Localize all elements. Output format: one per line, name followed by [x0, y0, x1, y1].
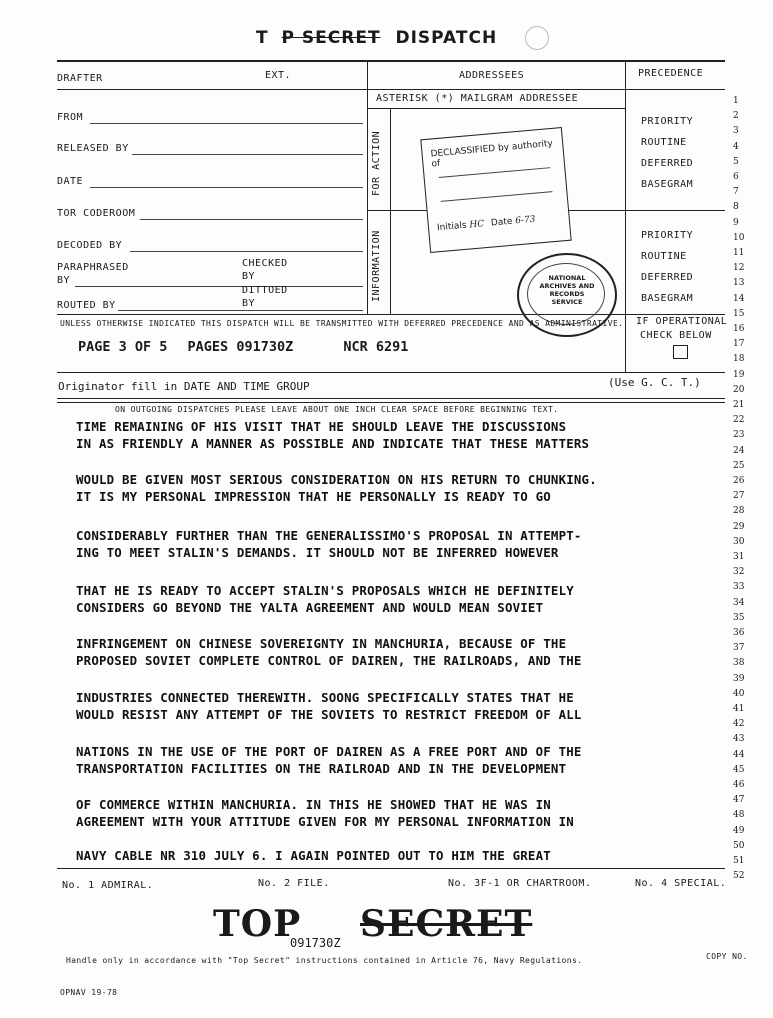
body-line: INFRINGEMENT ON CHINESE SOVEREIGNTY IN MANCHURIA, BECAUSE OF THE [76, 636, 567, 651]
released-by-label: RELEASED BY [57, 143, 129, 154]
seal-line-1: NATIONAL [548, 274, 586, 282]
body-line: NATIONS IN THE USE OF THE PORT OF DAIREN AS A FREE PORT AND OF THE [76, 744, 582, 759]
originator-rule-2 [57, 402, 725, 403]
initials-value: HC [469, 219, 485, 231]
line-number: 6 [733, 172, 739, 182]
routed-field-line [118, 310, 363, 311]
page-line [78, 339, 408, 355]
released-by-field-line [132, 154, 363, 155]
seal-line-3: RECORDS [549, 290, 585, 298]
body-line: ING TO MEET STALIN'S DEMANDS. IT SHOULD NOT BE INFERRED HOWEVER [76, 545, 559, 560]
line-number: 34 [733, 597, 745, 608]
line-number: 52 [733, 871, 745, 882]
dittoed-label: DITTOED [242, 285, 288, 296]
body-line: IT IS MY PERSONAL IMPRESSION THAT HE PERSONALLY IS READY TO GO [76, 489, 551, 504]
body-line: IN AS FRIENDLY A MANNER AS POSSIBLE AND INDICATE THAT THESE MATTERS [76, 436, 590, 451]
declassified-stamp [420, 127, 571, 253]
info-routine: ROUTINE [641, 251, 687, 262]
line-number: 32 [733, 567, 745, 578]
line-number: 39 [733, 673, 745, 684]
line-number: 22 [733, 415, 745, 426]
operational-checkbox[interactable] [673, 345, 688, 359]
ext-label: EXT. [265, 70, 292, 81]
line-number: 18 [733, 354, 745, 365]
information-label: INFORMATION [371, 230, 382, 302]
line-number: 38 [733, 658, 745, 669]
action-col-divider [390, 108, 391, 314]
action-deferred: DEFERRED [641, 158, 694, 169]
body-line: CONSIDERS GO BEYOND THE YALTA AGREEMENT AND WOULD MEAN SOVIET [76, 600, 544, 615]
line-number: 4 [733, 141, 739, 152]
stamp-date-label: Date [490, 216, 513, 229]
handling-instructions: Handle only in accordance with "Top Secret" instructions contained in Article 76, Navy Regulations. [66, 956, 583, 965]
page-number: PAGE 3 OF 5 [78, 339, 168, 355]
seal-line-4: SERVICE [551, 298, 583, 306]
line-number: 2 [733, 111, 739, 122]
line-number: 13 [733, 278, 745, 289]
drafter-label: DRAFTER [57, 73, 103, 84]
line-number: 48 [733, 810, 745, 821]
copy-admiral: No. 1 ADMIRAL. [62, 880, 154, 891]
line-number: 14 [733, 293, 745, 304]
declassified-text: DECLASSIFIED by authority of [430, 138, 554, 170]
line-number: 9 [733, 217, 739, 228]
action-priority: PRIORITY [641, 116, 694, 127]
line-number: 47 [733, 795, 745, 806]
body-line: NAVY CABLE NR 310 JULY 6. I AGAIN POINTED OUT TO HIM THE GREAT [76, 848, 551, 863]
top-secret-secret: SECRET [360, 903, 533, 945]
asterisk-mailgram-label: ASTERISK (*) MAILGRAM ADDRESSEE [376, 93, 579, 104]
precedence-label: PRECEDENCE [638, 68, 704, 79]
line-number: 30 [733, 536, 745, 547]
paraphrased-label: PARAPHRASED [57, 262, 129, 273]
line-number: 33 [733, 582, 745, 593]
routed-by-label: ROUTED BY [57, 300, 116, 311]
seal-line-2: ARCHIVES AND [539, 282, 595, 290]
action-basegram: BASEGRAM [641, 179, 694, 190]
seal-inner-text [533, 274, 601, 306]
date-label: DATE [57, 176, 84, 187]
body-line: TIME REMAINING OF HIS VISIT THAT HE SHOULD LEAVE THE DISCUSSIONS [76, 419, 567, 434]
body-line: OF COMMERCE WITHIN MANCHURIA. IN THIS HE SHOWED THAT HE WAS IN [76, 797, 551, 812]
info-priority: PRIORITY [641, 230, 694, 241]
tor-coderoom-label: TOR CODEROOM [57, 208, 136, 219]
line-number: 17 [733, 339, 745, 350]
line-number: 27 [733, 491, 745, 502]
line-number: 36 [733, 628, 745, 638]
line-number: 46 [733, 780, 745, 790]
line-number: 7 [733, 187, 739, 198]
if-operational-label: IF OPERATIONAL [636, 316, 728, 327]
use-gct-label: (Use G. C. T.) [608, 376, 701, 389]
checked-by-label: BY [242, 271, 256, 282]
ncr-number: NCR 6291 [343, 339, 409, 355]
line-number: 28 [733, 506, 745, 517]
action-routine: ROUTINE [641, 137, 687, 148]
line-number: 35 [733, 612, 745, 623]
stamp-date-value: 6-73 [514, 214, 536, 227]
line-number: 1 [733, 96, 739, 106]
line-number: 43 [733, 734, 745, 745]
body-line: THAT HE IS READY TO ACCEPT STALIN'S PROPOSALS WHICH HE DEFINITELY [76, 583, 574, 598]
copy-no-label: COPY NO. [706, 952, 748, 961]
action-precedence-list [641, 111, 693, 195]
line-number: 5 [733, 156, 739, 167]
line-number: 21 [733, 400, 745, 410]
form-number: OPNAV 19-78 [60, 988, 118, 997]
stamp-initials-row [437, 215, 536, 234]
info-basegram: BASEGRAM [641, 293, 694, 304]
outgoing-dispatch-note: ON OUTGOING DISPATCHES PLEASE LEAVE ABOUT ONE INCH CLEAR SPACE BEFORE BEGINNING TEXT. [115, 405, 559, 414]
line-number: 50 [733, 840, 745, 851]
pages-dtg: PAGES 091730Z [187, 339, 294, 355]
line-number: 31 [733, 552, 745, 562]
body-line: WOULD BE GIVEN MOST SERIOUS CONSIDERATION ON HIS RETURN TO CHUNKING. [76, 472, 597, 487]
line-number: 8 [733, 202, 739, 213]
tor-field-line [140, 219, 363, 220]
initials-label: Initials [436, 220, 468, 234]
body-line: TRANSPORTATION FACILITIES ON THE RAILROAD AND IN THE DEVELOPMENT [76, 761, 567, 776]
from-label: FROM [57, 112, 84, 123]
deferred-precedence-note: UNLESS OTHERWISE INDICATED THIS DISPATCH WILL BE TRANSMITTED WITH DEFERRED PRECEDENCE AND AS ADMINISTRATIVE. [60, 319, 624, 328]
line-number: 16 [733, 324, 745, 334]
addressee-divider [367, 60, 368, 314]
line-number: 45 [733, 764, 745, 775]
copy-chartroom: No. 3F-1 OR CHARTROOM. [448, 878, 592, 889]
line-number: 41 [733, 704, 745, 714]
decoded-by-label: DECODED BY [57, 240, 123, 251]
body-line: PROPOSED SOVIET COMPLETE CONTROL OF DAIREN, THE RAILROADS, AND THE [76, 653, 582, 668]
line-number: 25 [733, 460, 745, 471]
for-action-label: FOR ACTION [371, 130, 382, 196]
body-line: WOULD RESIST ANY ATTEMPT OF THE SOVIETS TO RESTRICT FREEDOM OF ALL [76, 707, 582, 722]
checked-label: CHECKED [242, 258, 288, 269]
dittoed-by-label: BY [242, 298, 256, 309]
body-line: INDUSTRIES CONNECTED THEREWITH. SOONG SPECIFICALLY STATES THAT HE [76, 690, 574, 705]
paraphrased-by-label: BY [57, 275, 71, 286]
line-number: 15 [733, 308, 745, 319]
line-number: 20 [733, 384, 745, 395]
copy-file: No. 2 FILE. [258, 878, 330, 889]
stamp-line-1 [439, 167, 551, 178]
originator-rule [57, 398, 725, 399]
check-below-label: CHECK BELOW [640, 330, 712, 341]
dispatch-header [256, 28, 497, 48]
top-secret-top: TOP [213, 903, 302, 945]
line-number: 29 [733, 521, 745, 532]
addressee-rule [367, 108, 625, 109]
line-number: 24 [733, 445, 745, 456]
line-number: 19 [733, 369, 745, 380]
stamp-line-2 [441, 191, 553, 202]
line-number: 3 [733, 126, 739, 137]
line-number: 42 [733, 719, 745, 730]
from-field-line [90, 123, 363, 124]
date-field-line [90, 187, 363, 188]
info-deferred: DEFERRED [641, 272, 694, 283]
line-number: 51 [733, 856, 745, 866]
decoded-field-line [130, 251, 363, 252]
line-number: 49 [733, 825, 745, 836]
line-number: 10 [733, 232, 745, 243]
line-number: 12 [733, 263, 745, 274]
copy-special: No. 4 SPECIAL. [635, 878, 727, 889]
title-suffix: DISPATCH [395, 28, 498, 48]
line-number: 11 [733, 248, 745, 258]
line-number: 23 [733, 430, 745, 441]
info-precedence-list [641, 225, 693, 309]
footer-dtg: 091730Z [290, 936, 341, 950]
line-number: 44 [733, 749, 745, 760]
page-line-rule [57, 372, 725, 373]
precedence-divider [625, 60, 626, 372]
line-number: 26 [733, 476, 745, 486]
addressees-label: ADDRESSEES [459, 70, 525, 81]
originator-label: Originator fill in DATE AND TIME GROUP [58, 380, 310, 393]
body-line: AGREEMENT WITH YOUR ATTITUDE GIVEN FOR MY PERSONAL INFORMATION IN [76, 814, 574, 829]
paraphrased-field-line [75, 286, 363, 287]
title-prefix: T [256, 28, 269, 48]
copies-rule [57, 868, 725, 869]
line-number: 37 [733, 643, 745, 654]
body-line: CONSIDERABLY FURTHER THAN THE GENERALISSIMO'S PROPOSAL IN ATTEMPT- [76, 528, 582, 543]
title-struck: P SECRET [281, 28, 381, 48]
punch-hole [525, 26, 549, 50]
line-number: 40 [733, 688, 745, 699]
